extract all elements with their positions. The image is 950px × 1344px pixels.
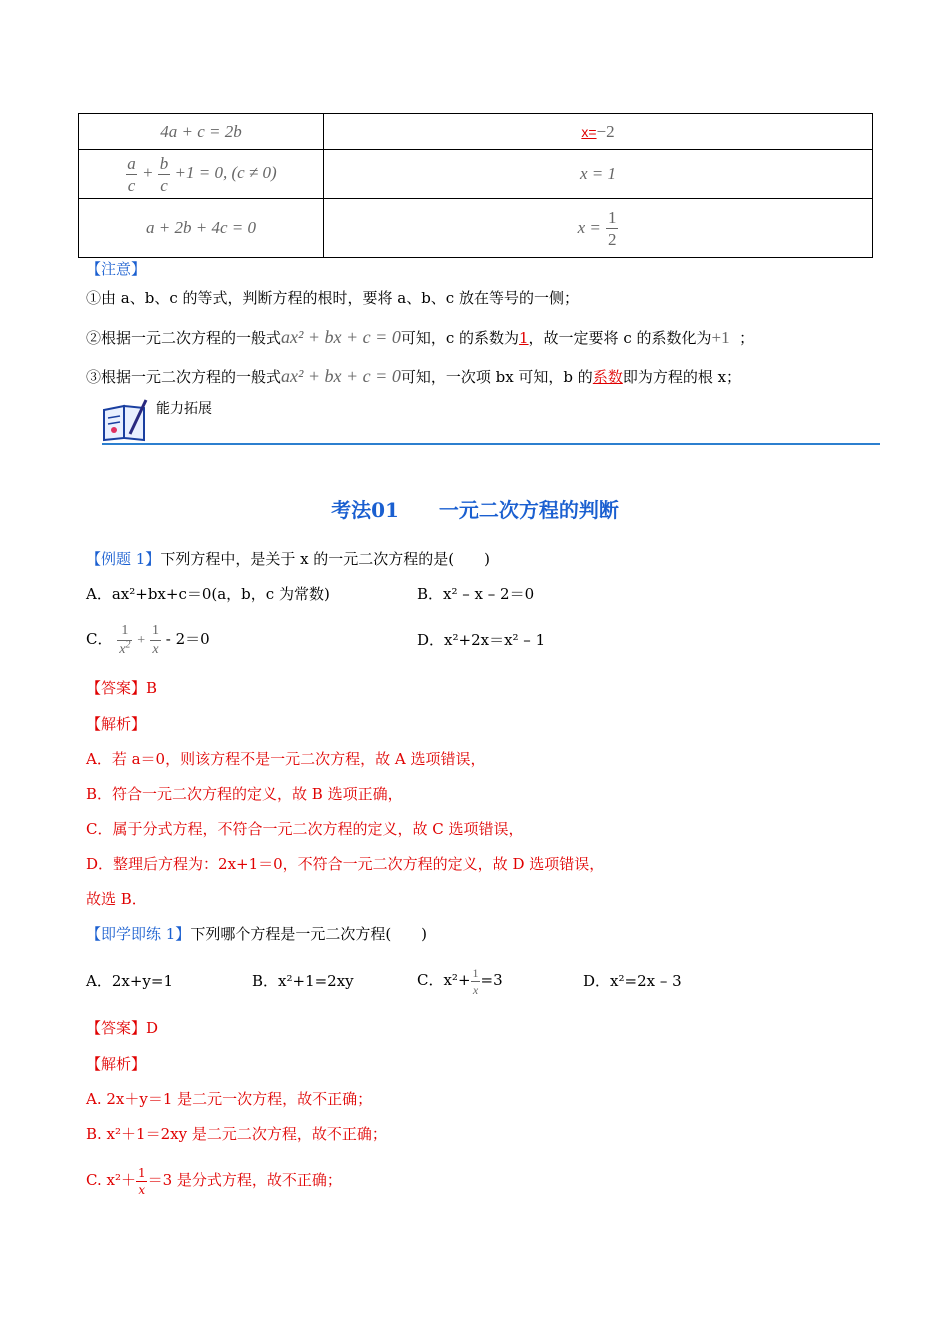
table-cell	[79, 199, 324, 258]
table-cell	[79, 114, 324, 150]
frac-num: b	[159, 153, 169, 173]
book-icon	[100, 396, 150, 444]
answer-value: D	[146, 1019, 159, 1037]
option-b: B．x² – x – 2＝0	[417, 585, 535, 603]
equation: a + 2b + 4c = 0	[146, 218, 256, 237]
note-item-3: ③根据一元二次方程的一般式ax² + bx + c = 0可知，一次项 bx 可知，b 的系数即为方程的根 x；	[86, 366, 742, 386]
table-cell: $\frac{a}{c}$ + $\frac{b}{c}$ +1 = 0, (c ≠ 0)	[79, 150, 324, 199]
root-x: x =	[577, 217, 601, 237]
answer-value: B	[146, 679, 158, 697]
note-item-1: ①由 a、b、c 的等式，判断方程的根时，要将 a、b、c 放在等号的一侧；	[86, 289, 579, 307]
note-item-2: ②根据一元二次方程的一般式ax² + bx + c = 0可知，c 的系数为1，故一定要将 c 的系数化为+1 ；	[86, 327, 755, 347]
practice-question: 【即学即练 1】下列哪个方程是一元二次方程( )	[86, 925, 428, 943]
ability-label: 能力拓展	[156, 401, 212, 417]
table-cell	[324, 150, 873, 199]
frac-den: 2	[607, 229, 617, 249]
analysis-line: C．属于分式方程，不符合一元二次方程的定义，故 C 选项错误，	[86, 820, 524, 838]
analysis-tag: 【解析】	[86, 715, 147, 733]
option-c: C．x²+ $\frac{1}{x}$ =3	[417, 965, 503, 997]
root-value: −2	[596, 121, 615, 141]
plus-one: +1	[711, 328, 730, 347]
analysis-line: D．整理后方程为：2x+1＝0，不符合一元二次方程的定义，故 D 选项错误，	[86, 855, 605, 873]
coefficient-word: 系数	[592, 368, 623, 386]
table-cell	[324, 199, 873, 258]
answer-line: 【答案】B	[86, 679, 158, 697]
frac-den: c	[127, 175, 136, 195]
general-form: ax² + bx + c = 0	[281, 327, 401, 347]
root-value: x = 1	[579, 164, 617, 183]
option-a: A．ax²+bx+c＝0(a，b，c 为常数)	[86, 585, 330, 603]
analysis-tag: 【解析】	[86, 1055, 147, 1073]
frac-num: 1	[607, 207, 617, 227]
equation-rest: +1 = 0, (c ≠ 0)	[174, 162, 277, 182]
frac-den: c	[160, 175, 168, 195]
analysis-line: A. 2x＋y＝1 是二元一次方程，故不正确；	[86, 1090, 373, 1108]
general-form: ax² + bx + c = 0	[281, 366, 401, 386]
analysis-line: 故选 B．	[86, 890, 147, 908]
option-d: D．x²=2x – 3	[583, 972, 682, 990]
equation: 4a + c = 2b	[160, 121, 242, 141]
divider	[102, 443, 880, 445]
note-title: 【注意】	[86, 260, 147, 278]
option-a: A．2x+y=1	[86, 972, 173, 990]
practice-tag: 【即学即练 1】	[86, 925, 191, 943]
example-question: 【例题 1】下列方程中，是关于 x 的一元二次方程的是( )	[86, 550, 491, 568]
analysis-line: B．符合一元二次方程的定义，故 B 选项正确，	[86, 785, 403, 803]
answer-line: 【答案】D	[86, 1019, 159, 1037]
root-prefix: x=	[581, 123, 597, 140]
option-b: B．x²+1=2xy	[252, 972, 354, 990]
option-c: C． $\frac{1}{x^2}$ + $\frac{1}{x}$ - 2＝0	[86, 622, 210, 657]
coefficient-one: 1	[519, 329, 529, 347]
analysis-line: B. x²＋1＝2xy 是二元二次方程，故不正确；	[86, 1125, 387, 1143]
example-tag: 【例题 1】	[86, 550, 161, 568]
roots-table	[78, 113, 873, 258]
analysis-line: C. x²＋ $\frac{1}{x}$ ＝3 是分式方程，故不正确；	[86, 1165, 342, 1197]
frac-num: a	[127, 153, 136, 173]
option-d: D．x²+2x＝x² – 1	[417, 631, 546, 649]
table-cell	[324, 114, 873, 150]
analysis-line: A．若 a＝0，则该方程不是一元二次方程，故 A 选项错误，	[86, 750, 486, 768]
section-title: 考法01 一元二次方程的判断	[331, 498, 619, 522]
